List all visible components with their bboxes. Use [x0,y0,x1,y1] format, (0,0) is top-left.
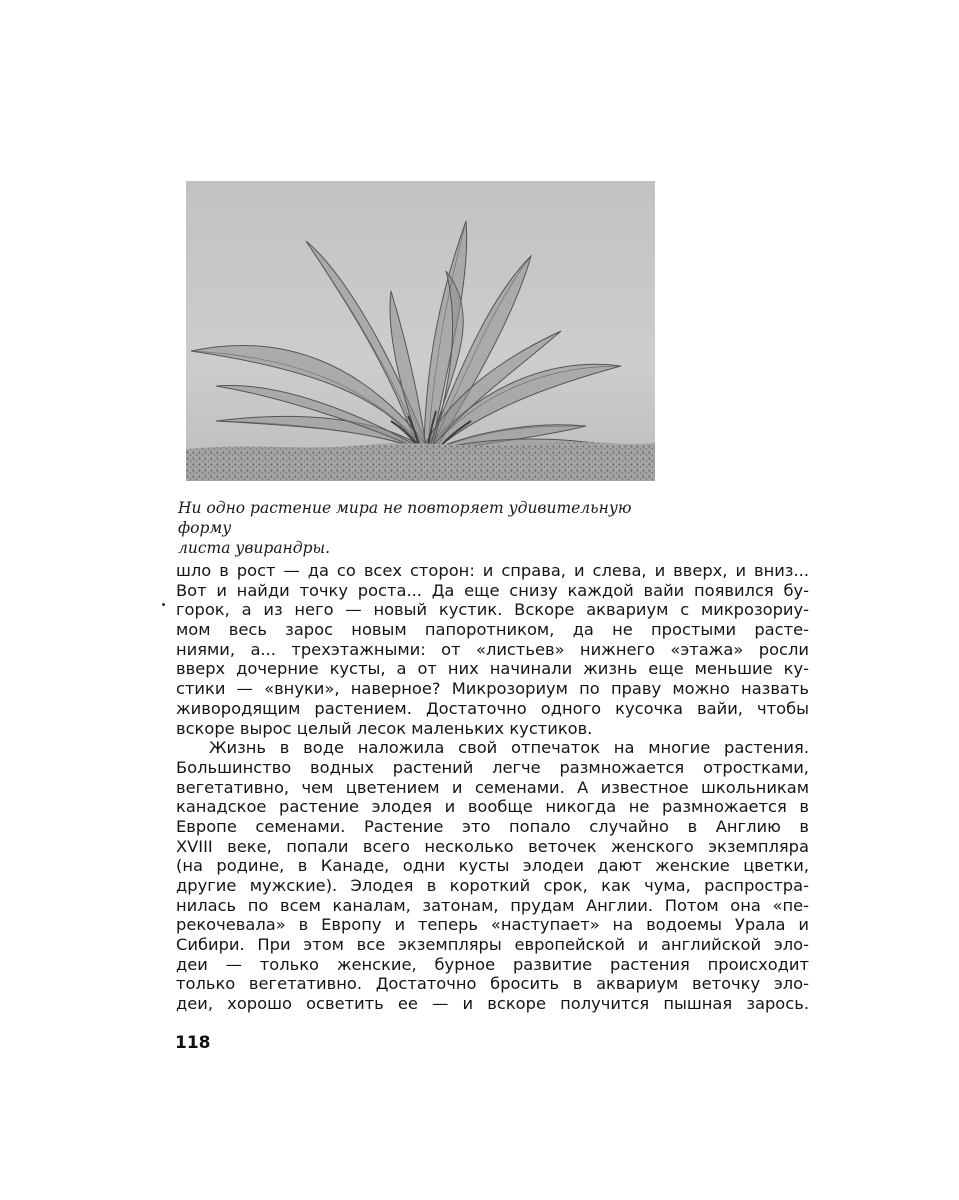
text-line: стики — «внуки», наверное? Микрозориум по праву можно назвать [176,679,809,699]
text-line: шло в рост — да со всех сторон: и справа, и слева, и вверх, и вниз... [176,561,809,580]
text-line: деи — только женские, бурное развитие растения происходит [176,954,809,974]
figure-caption [178,498,668,558]
text-line: (на родине, в Канаде, одни кусты элодеи дают женские цветки, [176,856,809,876]
text-line: XVIII веке, попали всего несколько веточек женского экземпляра [176,836,809,856]
caption-line: Ни одно растение мира не повторяет удивительную форму [178,499,632,537]
paragraph-1 [176,561,809,738]
page-number: 118 [175,1033,211,1053]
text-line: вегетативно, чем цветением и семенами. А известное школьникам [176,777,809,797]
text-line: Европе семенами. Растение это попало случайно в Англию в [176,816,809,836]
paragraph-2 [176,738,809,1014]
text-line: канадское растение элодея и вообще никогда не размножается в [176,797,809,817]
caption-line: листа увирандры. [178,539,331,557]
text-line: живородящим растением. Достаточно одного кусочка вайи, чтобы [176,698,809,718]
text-line: ниями, а... трехэтажными: от «листьев» нижнего «этажа» росли [176,639,809,659]
text-line: другие мужские). Элодея в короткий срок, как чума, распростра- [176,876,809,895]
text-line: вверх дочерние кусты, а от них начинали жизнь еще меньшие ку- [176,659,809,679]
text-line: вскоре вырос целый лесок маленьких кустиков. [176,718,593,738]
text-line: нилась по всем каналам, затонам, прудам Англии. Потом она «пе- [176,895,809,915]
text-line: рекочевала» в Европу и теперь «наступает» на водоемы Урала и [176,915,809,935]
body-text [176,561,809,1014]
text-line: Жизнь в воде наложила свой отпечаток на многие растения. [209,738,809,758]
plant-photo [186,181,655,481]
text-line: Сибири. При этом все экземпляры европейской и английской эло- [176,935,809,955]
text-line: мом весь зарос новым папоротником, да не простыми расте- [176,620,809,640]
text-line: Вот и найди точку роста... Да еще снизу каждой вайи появился бу- [176,580,809,600]
text-line: только вегетативно. Достаточно бросить в аквариум веточку эло- [176,974,809,994]
text-line: деи, хорошо осветить ее — и вскоре получится пышная зарось. [176,994,809,1014]
print-speck [162,603,165,606]
aponogeton-plant-illustration [186,181,655,481]
text-line: Большинство водных растений легче размножается отростками, [176,757,809,777]
text-line: горок, а из него — новый кустик. Вскоре аквариум с микрозориу- [176,600,809,620]
